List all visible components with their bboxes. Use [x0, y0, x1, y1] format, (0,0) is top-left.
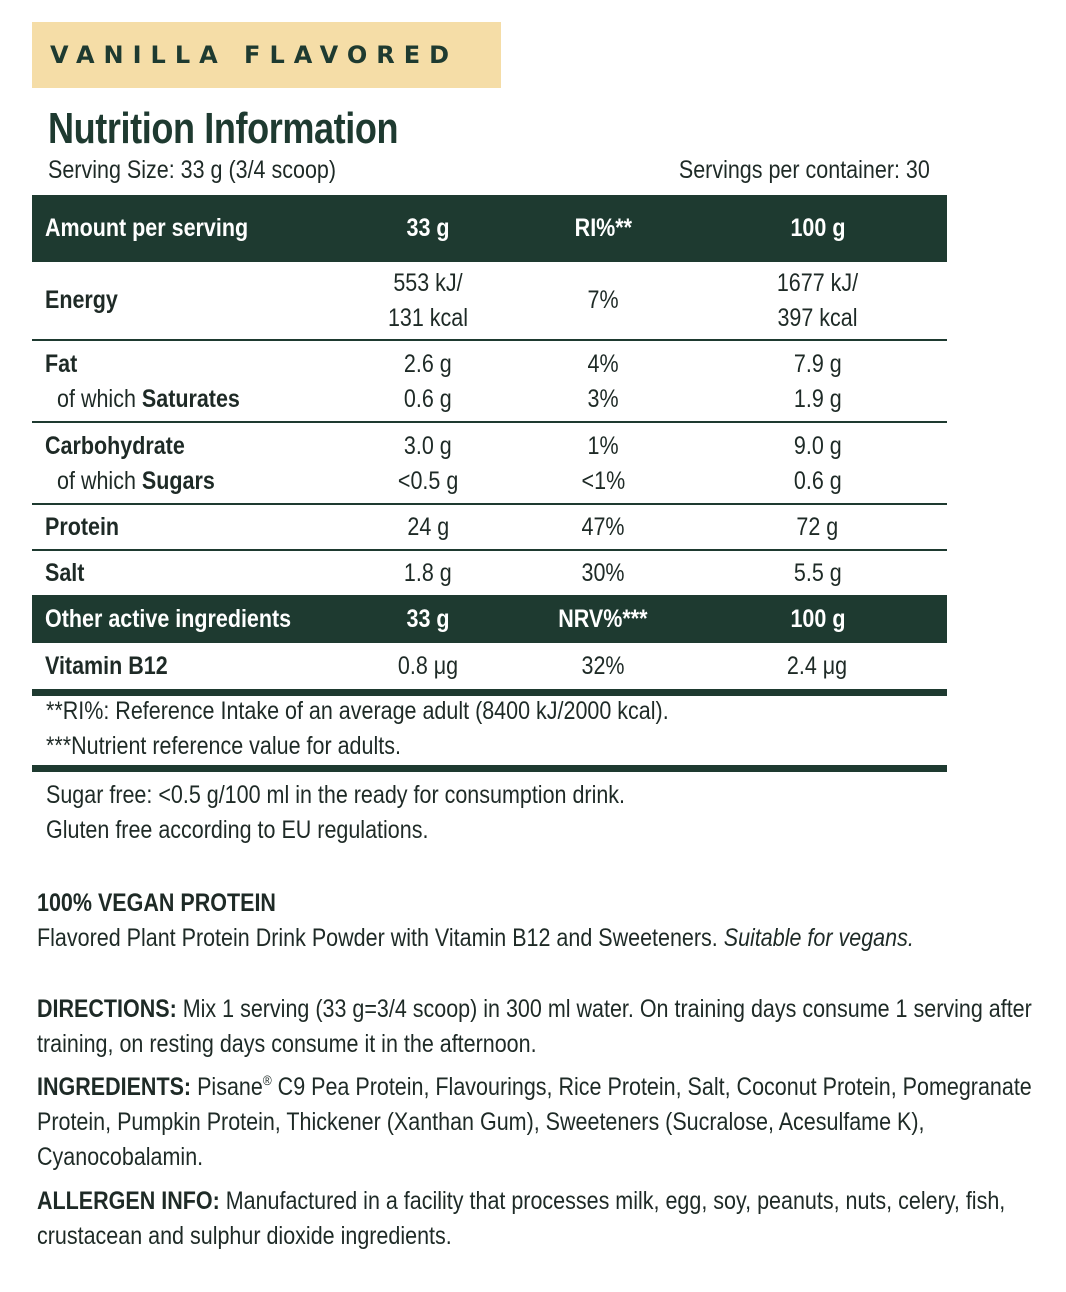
protein-label: Protein — [45, 512, 120, 541]
vegan-suitable: Suitable for vegans. — [723, 924, 914, 952]
flavor-label: VANILLA FLAVORED — [50, 41, 459, 69]
sugars-label — [45, 467, 215, 496]
energy-serving-kcal: 131 kcal — [387, 303, 469, 332]
sugars-100g: 0.6 g — [793, 467, 842, 495]
vegan-text: Flavored Plant Protein Drink Powder with Vitamin B12 and Sweeteners. — [37, 924, 724, 952]
energy-ri: 7% — [587, 286, 619, 314]
saturates-name: Saturates — [141, 385, 240, 413]
vegan-section — [37, 886, 914, 956]
flavor-banner — [32, 22, 501, 88]
energy-serving-kj: 553 kJ/ — [393, 268, 463, 297]
protein-serving: 24 g — [407, 512, 449, 541]
energy-100g-kj: 1677 kJ/ — [776, 268, 859, 297]
carbohydrate-ri: 1% — [587, 432, 619, 460]
header-amount-per-serving: Amount per serving — [45, 214, 249, 242]
salt-ri: 30% — [581, 558, 625, 587]
table-row-saturates — [32, 382, 947, 422]
vitamin-b12-label: Vitamin B12 — [45, 651, 168, 680]
header2-serving-col: 33 g — [406, 604, 450, 633]
saturates-100g: 1.9 g — [793, 385, 842, 413]
protein-100g: 72 g — [796, 512, 839, 541]
fat-ri: 4% — [587, 350, 619, 378]
nutrition-table — [32, 195, 947, 696]
header2-nrv-col: NRV%*** — [558, 604, 648, 633]
free-notes — [46, 778, 625, 848]
table-row-carbohydrate — [32, 422, 947, 464]
serving-size: Serving Size: 33 g (3/4 scoop) — [48, 156, 337, 184]
fat-serving: 2.6 g — [404, 350, 452, 378]
fat-100g: 7.9 g — [793, 350, 842, 378]
directions-section — [37, 992, 1035, 1062]
divider — [32, 765, 947, 772]
carbohydrate-100g: 9.0 g — [793, 432, 842, 460]
ingredients-section — [37, 1070, 1035, 1175]
allergen-text: Manufactured in a facility that processes milk, egg, soy, peanuts, nuts, celery, fish, crustacean and sulphur dioxide ingredients. — [37, 1187, 1006, 1250]
sugars-serving: <0.5 g — [397, 467, 459, 495]
header-100g-col: 100 g — [790, 214, 845, 242]
footnotes — [46, 694, 669, 764]
vegan-heading: 100% VEGAN PROTEIN — [37, 889, 276, 917]
sugar-free-note: Sugar free: <0.5 g/100 ml in the ready for consumption drink. — [46, 781, 626, 809]
salt-label: Salt — [45, 558, 85, 587]
header-other-ingredients: Other active ingredients — [45, 604, 292, 633]
saturates-ri: 3% — [587, 385, 619, 413]
servings-per-container: Servings per container: 30 — [679, 156, 930, 184]
vitamin-b12-nrv: 32% — [581, 651, 625, 680]
header2-100g-col: 100 g — [790, 604, 845, 633]
gluten-free-note: Gluten free according to EU regulations. — [46, 816, 429, 844]
header-ri-col: RI%** — [574, 214, 632, 242]
footnote-ri: **RI%: Reference Intake of an average adult (8400 kJ/2000 kcal). — [46, 697, 669, 725]
table-row-protein — [32, 504, 947, 550]
sugars-prefix: of which — [57, 467, 142, 495]
registered-mark: ® — [262, 1072, 272, 1088]
saturates-serving: 0.6 g — [404, 385, 452, 413]
footnote-nrv: ***Nutrient reference value for adults. — [46, 732, 401, 760]
directions-text: Mix 1 serving (33 g=3/4 scoop) in 300 ml water. On training days consume 1 serving after training, on resting days consume it in the afternoon. — [37, 995, 1032, 1058]
sugars-name: Sugars — [141, 467, 215, 495]
table-header2-row — [32, 595, 947, 643]
allergen-label: ALLERGEN INFO: — [37, 1187, 220, 1215]
saturates-prefix: of which — [57, 385, 142, 413]
allergen-section — [37, 1184, 1035, 1254]
carbohydrate-label: Carbohydrate — [45, 432, 185, 460]
energy-label: Energy — [45, 286, 118, 314]
table-row-vitamin-b12 — [32, 643, 947, 693]
carbohydrate-serving: 3.0 g — [404, 432, 452, 460]
saturates-label — [45, 385, 240, 414]
ingredients-pre: Pisane — [191, 1073, 263, 1101]
protein-ri: 47% — [581, 512, 625, 541]
header-serving-col: 33 g — [406, 214, 450, 242]
table-row-sugars — [32, 464, 947, 504]
energy-100g-kcal: 397 kcal — [777, 303, 858, 332]
directions-label: DIRECTIONS: — [37, 995, 177, 1023]
fat-label: Fat — [45, 350, 78, 378]
table-header-row — [32, 195, 947, 262]
salt-serving: 1.8 g — [404, 558, 452, 587]
vegan-description — [37, 921, 914, 956]
table-row-salt — [32, 550, 947, 595]
page-title: Nutrition Information — [48, 104, 399, 153]
ingredients-text: C9 Pea Protein, Flavourings, Rice Protein, Salt, Coconut Protein, Pomegranate Protein, Pumpkin Protein, Thickener (Xanthan Gum), Sweeteners (Sucralose, Acesulfame K), Cyanocobalamin. — [37, 1073, 1032, 1171]
ingredients-label: INGREDIENTS: — [37, 1073, 192, 1101]
vitamin-b12-100g: 2.4 μg — [787, 651, 848, 680]
table-row-fat — [32, 340, 947, 382]
sugars-ri: <1% — [581, 467, 625, 495]
table-row-energy — [32, 262, 947, 340]
vitamin-b12-serving: 0.8 μg — [397, 651, 459, 680]
salt-100g: 5.5 g — [793, 558, 842, 587]
